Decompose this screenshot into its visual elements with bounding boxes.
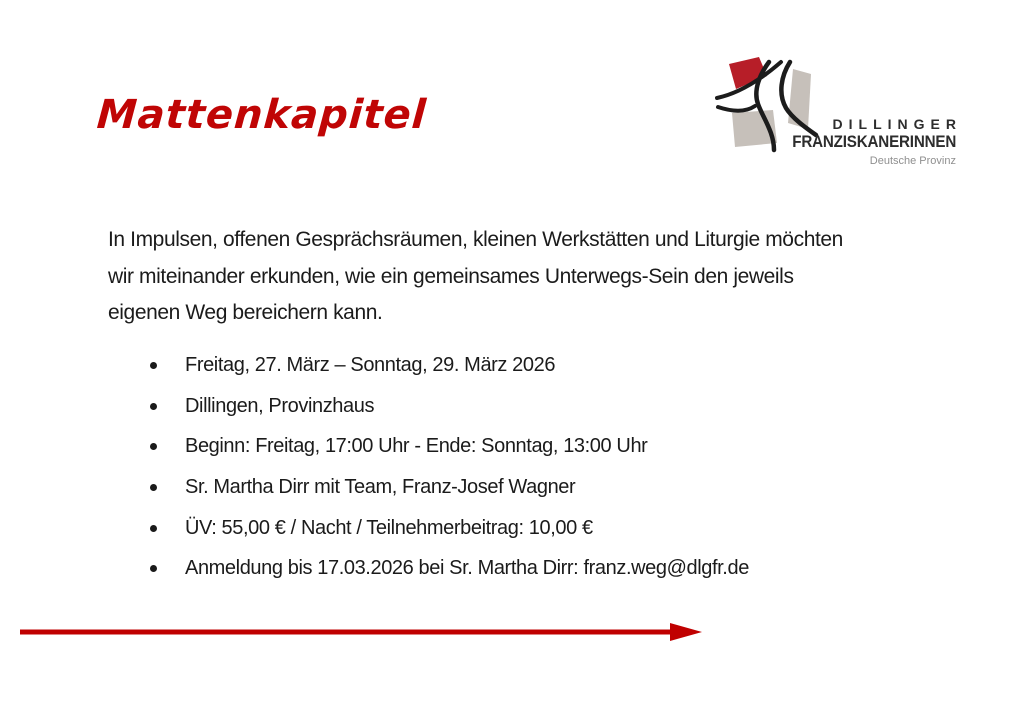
bullet-icon <box>150 565 157 572</box>
logo-org-name-line1: DILLINGER <box>832 116 962 132</box>
list-item-text: Beginn: Freitag, 17:00 Uhr - Ende: Sonntag, 13:00 Uhr <box>185 435 648 458</box>
page-title: Mattenkapitel <box>95 92 429 138</box>
list-item <box>148 426 749 467</box>
bullet-icon <box>150 403 157 410</box>
organization-logo <box>708 52 962 177</box>
bullet-icon <box>150 525 157 532</box>
list-item-text: Anmeldung bis 17.03.2026 bei Sr. Martha Dirr: franz.weg@dlgfr.de <box>185 557 749 580</box>
logo-org-name-line2: FRANZISKANERINNEN <box>792 133 956 151</box>
red-arrow-right-icon <box>16 619 706 645</box>
logo-wordmark <box>778 116 962 169</box>
list-item-text: Dillingen, Provinzhaus <box>185 394 375 417</box>
list-item <box>148 508 749 549</box>
list-item-text: Sr. Martha Dirr mit Team, Franz-Josef Wagner <box>185 475 576 498</box>
list-item <box>148 548 749 589</box>
paragraph-line: wir miteinander erkunden, wie ein gemeinsames Unterwegs-Sein den jeweils <box>108 264 794 288</box>
intro-paragraph <box>108 222 958 332</box>
list-item-text: Freitag, 27. März – Sonntag, 29. März 2026 <box>185 353 556 376</box>
paragraph-line: In Impulsen, offenen Gesprächsräumen, kleinen Werkstätten und Liturgie möchten <box>108 228 843 251</box>
bullet-icon <box>150 362 157 369</box>
bullet-icon <box>150 443 157 450</box>
bullet-icon <box>150 484 157 491</box>
event-details-list <box>148 345 749 589</box>
list-item-text: ÜV: 55,00 € / Nacht / Teilnehmerbeitrag: 10,00 € <box>185 516 593 539</box>
paragraph-line: eigenen Weg bereichern kann. <box>108 301 383 324</box>
list-item <box>148 386 749 427</box>
list-item <box>148 467 749 508</box>
list-item <box>148 345 749 386</box>
logo-province-label: Deutsche Provinz <box>869 155 956 167</box>
